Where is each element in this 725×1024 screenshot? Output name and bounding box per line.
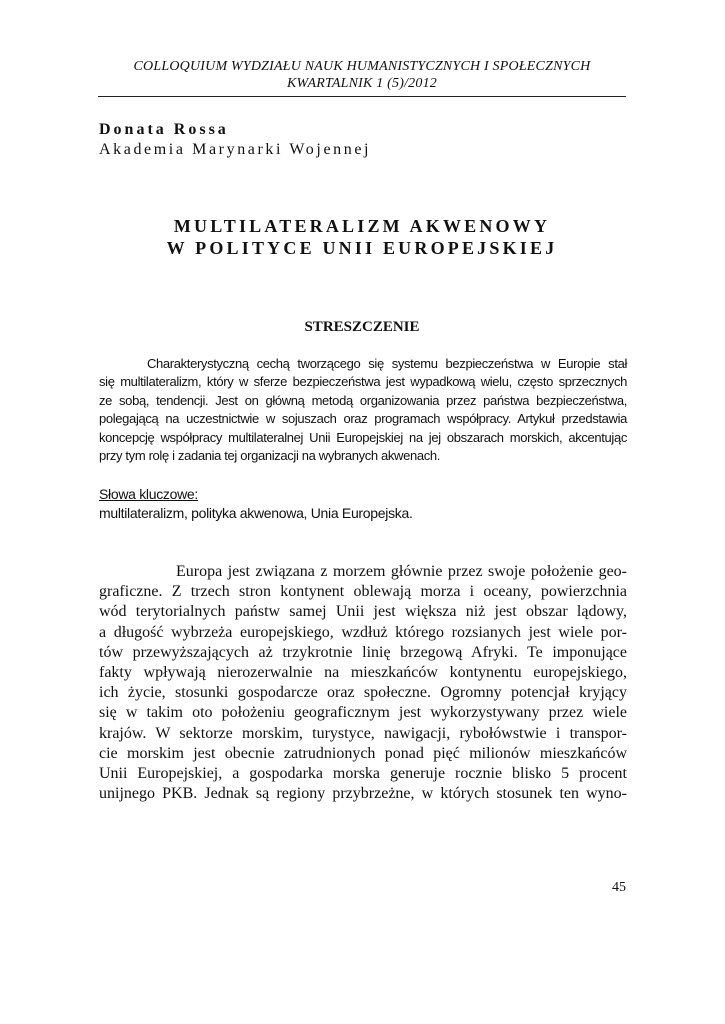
abstract-line: ze sobą, tendencji. Jest on główną metodą organizowania przez państwa bezpieczeństwa, [99,392,627,408]
abstract-line: się multilateralizm, który w sferze bezpieczeństwa jest wypadkową wielu, często sprzecznych [99,374,627,390]
running-header [98,58,626,92]
body-line: unijnego PKB. Jednak są regiony przybrzeżne, w których stosunek ten wyno- [99,785,627,803]
body-line: fakty wpływają nierozerwalnie na mieszkańców kontynentu europejskiego, [99,664,627,682]
body-paragraph [99,562,627,804]
body-line: tów przewyższających aż trzykrotnie linię brzegową Afryki. Te imponujące [99,643,627,661]
body-line: się w takim oto położeniu geograficznym jest wykorzystywany przez wiele [99,704,627,722]
abstract-line: polegającą na uczestnictwie w sojuszach oraz programach współpracy. Artykuł przedstawia [99,411,627,427]
abstract-line: Charakterystyczną cechą tworzącego się systemu bezpieczeństwa w Europie stał [147,356,627,371]
author-affiliation: Akademia Marynarki Wojennej [99,141,372,158]
body-line: krajów. W sektorze morskim, turystyce, nawigacji, rybołówstwie i transpor- [99,724,627,742]
author-name: Donata Rossa [99,121,229,138]
keywords-text: multilateralizm, polityka akwenowa, Unia Europejska. [99,505,413,521]
title-line-1: MULTILATERALIZM AKWENOWY [173,216,551,236]
author-block [99,120,371,160]
abstract-line: przy tym rolę i zadania tej organizacji na wybranych akwenach. [99,448,441,464]
body-line: ich życie, stosunki gospodarcze oraz społeczne. Ogromny potencjał kryjący [99,684,627,702]
page-number: 45 [612,880,626,895]
article-title [98,215,626,259]
abstract-line: koncepcję współpracy multilateralnej Unii Europejskiej na jej obszarach morskich, akcentując [99,429,627,445]
abstract-heading: STRESZCZENIE [304,319,420,335]
abstract-paragraph [99,355,627,465]
title-line-2: W POLITYCE UNII EUROPEJSKIEJ [166,238,558,258]
body-line: graficzne. Z trzech stron kontynent oblewają morza i oceany, powierzchnia [99,583,627,601]
keywords-label: Słowa kluczowe: [99,486,198,502]
body-line: wód terytorialnych państw samej Unii jest większa niż jest obszar lądowy, [99,603,627,621]
header-issue: KWARTALNIK 1 (5)/2012 [287,76,437,91]
body-line: Unii Europejskiej, a gospodarka morska generuje rocznie blisko 5 procent [99,765,627,783]
body-line: a długość wybrzeża europejskiego, wzdłuż którego rozsianych jest wiele por- [99,623,627,641]
header-divider [98,96,626,97]
header-journal-name: COLLOQUIUM WYDZIAŁU NAUK HUMANISTYCZNYCH I SPOŁECZNYCH [133,59,591,74]
body-line: Europa jest związana z morzem głównie przez swoje położenie geo- [176,563,627,580]
body-line: cie morskim jest obecnie zatrudnionych ponad pięć milionów mieszkańców [99,744,627,762]
